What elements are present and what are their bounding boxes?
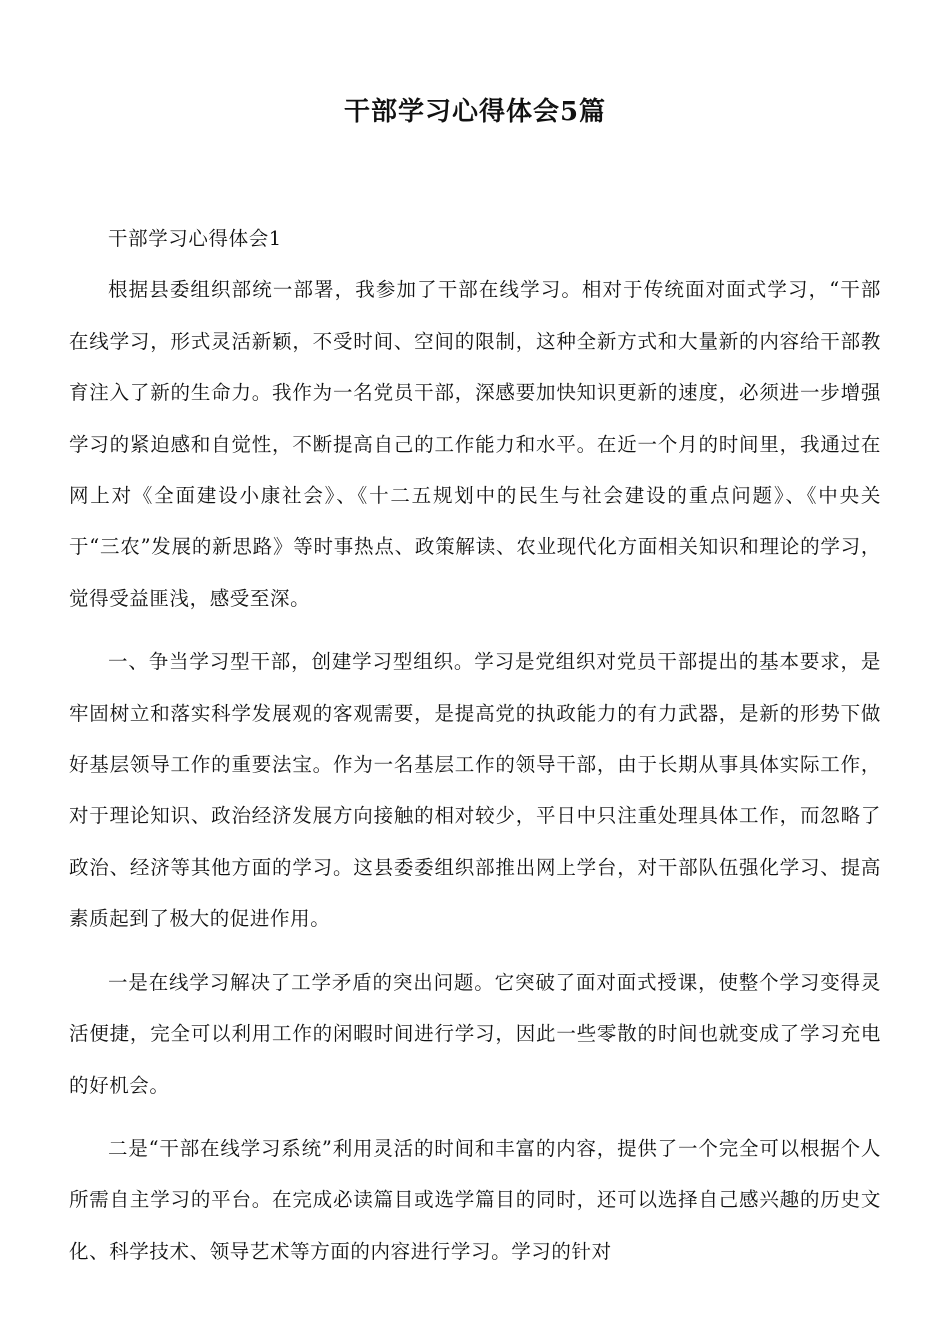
- section-heading: 干部学习心得体会1: [108, 227, 282, 250]
- document-body: [69, 213, 881, 1289]
- paragraph-1: 根据县委组织部统一部署，我参加了干部在线学习。相对于传统面对面式学习，“干部在线学习，形式灵活新颖，不受时间、空间的限制，这种全新方式和大量新的内容给干部教育注入了新的生命力。我作为一名党员干部，深感要加快知识更新的速度，必须进一步增强学习的紧迫感和自觉性，不断提高自己的工作能力和水平。在近一个月的时间里，我通过在网上对《全面建设小康社会》、《十二五规划中的民生与社会建设的重点问题》、《中央关于“三农”发展的新思路》等时事热点、政策解读、农业现代化方面相关知识和理论的学习，觉得受益匪浅，感受至深。: [69, 278, 881, 610]
- document-title: 干部学习心得体会5篇: [343, 97, 607, 127]
- paragraph-3: 一是在线学习解决了工学矛盾的突出问题。它突破了面对面式授课，使整个学习变得灵活便捷，完全可以利用工作的闲暇时间进行学习，因此一些零散的时间也就变成了学习充电的好机会。: [69, 970, 881, 1097]
- paragraph-4: 二是“干部在线学习系统”利用灵活的时间和丰富的内容，提供了一个完全可以根据个人所需自主学习的平台。在完成必读篇目或选学篇目的同时，还可以选择自己感兴趣的历史文化、科学技术、领导艺术等方面的内容进行学习。学习的针对: [69, 1136, 881, 1263]
- paragraph-2: 一、争当学习型干部，创建学习型组织。学习是党组织对党员干部提出的基本要求，是牢固树立和落实科学发展观的客观需要，是提高党的执政能力的有力武器，是新的形势下做好基层领导工作的重要法宝。作为一名基层工作的领导干部，由于长期从事具体实际工作，对于理论知识、政治经济发展方向接触的相对较少，平日中只注重处理具体工作，而忽略了政治、经济等其他方面的学习。这县委委组织部推出网上学台，对干部队伍强化学习、提高素质起到了极大的促进作用。: [69, 650, 881, 931]
